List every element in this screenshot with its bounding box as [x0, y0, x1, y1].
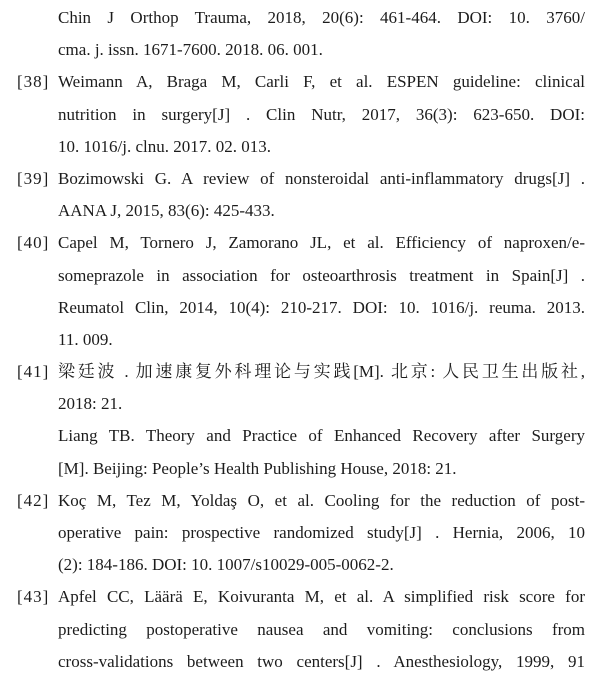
reference-number: [40] — [17, 233, 50, 253]
reference-line: 10. 1016/j. clnu. 2017. 02. 013. — [58, 136, 271, 156]
reference-number: [41] — [17, 362, 50, 382]
reference-line: Capel M, Tornero J, Zamorano JL, et al. Efficiency of naproxen/e- — [58, 233, 585, 253]
reference-line: nutrition in surgery[J] . Clin Nutr, 2017, 36(3): 623-650. DOI: — [58, 104, 585, 124]
reference-entry — [17, 581, 585, 678]
reference-line: cross-validations between two centers[J] . Anesthesiology, 1999, 91 — [58, 651, 585, 671]
reference-line: Chin J Orthop Trauma, 2018, 20(6): 461-464. DOI: 10. 3760/ — [58, 8, 585, 27]
reference-line: Bozimowski G. A review of nonsteroidal anti-inflammatory drugs[J] . — [58, 168, 585, 188]
reference-line: cma. j. issn. 1671-7600. 2018. 06. 001. — [58, 40, 323, 60]
reference-line: [M]. Beijing: People’s Health Publishing House, 2018: 21. — [58, 458, 457, 478]
reference-line: Liang TB. Theory and Practice of Enhanced Recovery after Surgery — [58, 426, 585, 446]
reference-entry — [58, 2, 585, 66]
reference-number: [43] — [17, 587, 50, 607]
reference-entry — [17, 66, 585, 163]
reference-line: 11. 009. — [58, 329, 113, 349]
reference-line: someprazole in association for osteoarthrosis treatment in Spain[J] . — [58, 265, 585, 285]
reference-line: Apfel CC, Läärä E, Koivuranta M, et al. A simplified risk score for — [58, 587, 585, 607]
reference-line: 2018: 21. — [58, 394, 123, 414]
reference-line: 梁廷波 . 加速康复外科理论与实践[M]. 北京: 人民卫生出版社, — [58, 362, 585, 382]
reference-line: operative pain: prospective randomized study[J] . Hernia, 2006, 10 — [58, 523, 585, 542]
reference-entry — [17, 485, 585, 582]
reference-line: Weimann A, Braga M, Carli F, et al. ESPEN guideline: clinical — [58, 72, 585, 92]
reference-line: Reumatol Clin, 2014, 10(4): 210-217. DOI: 10. 1016/j. reuma. 2013. — [58, 297, 585, 317]
reference-entry — [17, 227, 585, 356]
reference-number: [39] — [17, 168, 50, 188]
reference-line: (2): 184-186. DOI: 10. 1007/s10029-005-0062-2. — [58, 555, 394, 575]
reference-line: AANA J, 2015, 83(6): 425-433. — [58, 201, 275, 221]
reference-entry — [17, 356, 585, 485]
reference-line: Koç M, Tez M, Yoldaş O, et al. Cooling for the reduction of post- — [58, 490, 585, 510]
reference-number: [42] — [17, 490, 50, 510]
reference-number: [38] — [17, 72, 50, 92]
reference-line: predicting postoperative nausea and vomiting: conclusions from — [58, 619, 585, 639]
reference-entry — [17, 163, 585, 227]
